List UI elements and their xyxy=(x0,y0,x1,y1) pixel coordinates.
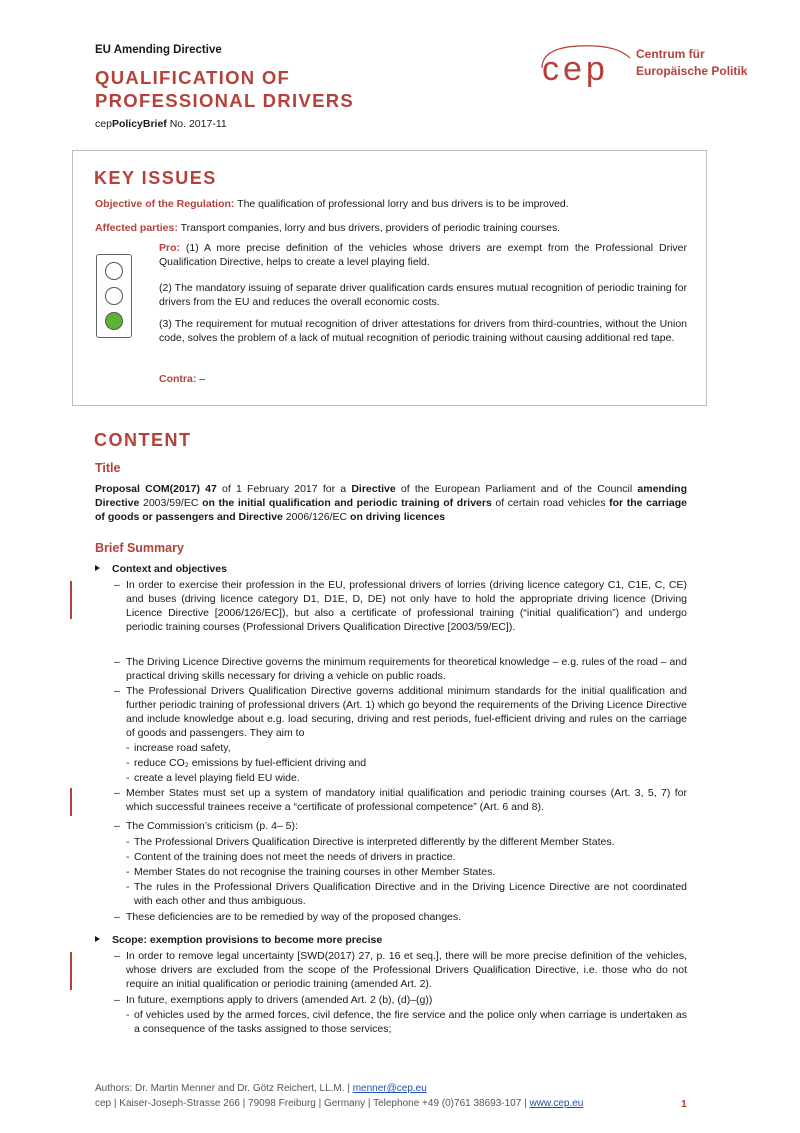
criticism-item-3-text: Member States do not recognise the training courses in other Member States. xyxy=(134,866,496,878)
aim-item-1: - increase road safety, xyxy=(126,741,687,755)
context-heading xyxy=(95,563,227,575)
affected-line xyxy=(95,221,560,235)
context-item-6-text: These deficiencies are to be remedied by way of the proposed changes. xyxy=(126,911,462,923)
pro-1-text: (1) A more precise definition of the vehicles whose drivers are exempt from the Professional Driver Qualification Directive, helps to create a level playing field. xyxy=(159,242,687,268)
context-heading-text: Context and objectives xyxy=(112,563,227,575)
contra-text: – xyxy=(196,373,206,385)
brief-bold: PolicyBrief xyxy=(111,118,167,130)
proposal-segment: Proposal COM(2017) 47 xyxy=(95,483,217,495)
context-item-5: – The Commission’s criticism (p. 4– 5): xyxy=(114,819,687,833)
scope-item-1-text: In order to remove legal uncertainty [SWD(2017) 27, p. 16 et seq.], there will be more precise definition of the vehicles, whose drivers are excluded from the scope of the Professional Drivers Qualification Directive, i.e. those who do not require an initial qualification or periodic training (amended Art. 2). xyxy=(126,950,687,990)
scope-item-1: – In order to remove legal uncertainty [SWD(2017) 27, p. 16 et seq.], there will be more precise definition of the vehicles, whose drivers are excluded from the scope of the Professional Drivers Qualification Directive, i.e. those who do not require an initial qualification or periodic training (amended Art. 2). xyxy=(114,950,687,990)
context-item-1: – In order to exercise their profession in the EU, professional drivers of lorries (driving licence category C1, C1E, C, CE) and buses (driving licence category D1, D1E, D, DE) not only have to hold the appropriate driving licence (Driving Licence Directive [2006/126/EC]), but also a certificate of professional training (“initial qualification”) and undergo periodic training courses (Professional Drivers Qualification Directive [2003/59/EC]). xyxy=(114,579,687,633)
criticism-item-4: - The rules in the Professional Drivers Qualification Directive and in the Driving Licence Directive are not coordinated with each other and thus ambiguous. xyxy=(126,881,687,907)
contra-line xyxy=(159,372,687,386)
context-item-4-text: Member States must set up a system of mandatory initial qualification and periodic training courses (Art. 3, 5, 7) for which successful trainees receive a “certificate of professional competence” (Art. 6 and 8). xyxy=(126,787,687,813)
context-item-3: – The Professional Drivers Qualification Directive governs additional minimum standards for the initial qualification and further periodic training of professional drivers (Art. 1) which go beyond the requirements of the Driving Licence Directive and include knowledge about e.g. load securing, driving and rest periods, fuel-efficient driving and rules on the carriage of goods and passengers. They aim to xyxy=(114,685,687,739)
scope-heading xyxy=(95,934,382,946)
policy-brief-number xyxy=(95,118,227,130)
proposal-segment: of the European Parliament and of the Council xyxy=(395,483,638,495)
scope-sub-item-1-text: of vehicles used by the armed forces, civil defence, the fire service and the police only when carriage is undertaken as a consequence of the tasks assigned to those services; xyxy=(134,1009,687,1035)
aim-item-2: - reduce CO₂ emissions by fuel-efficient driving and xyxy=(126,756,687,770)
page-number: 1 xyxy=(681,1098,687,1110)
aim-item-1-text: increase road safety, xyxy=(134,742,231,754)
website-link[interactable]: www.cep.eu xyxy=(529,1098,584,1109)
pro-label: Pro: xyxy=(159,242,180,254)
title-line-1: QUALIFICATION OF xyxy=(95,67,291,88)
proposal-segment: of 1 February 2017 for a xyxy=(216,483,352,495)
context-item-6: – These deficiencies are to be remedied by way of the proposed changes. xyxy=(114,910,687,924)
change-bar xyxy=(70,952,72,990)
proposal-segment: amending Directive xyxy=(95,483,688,509)
pro-point-2: (2) The mandatory issuing of separate driver qualification cards ensures mutual recognition of periodic training for drivers from the EU and reduces the overall economic costs. xyxy=(159,282,687,308)
title-heading: Title xyxy=(95,461,121,475)
scope-item-2: – In future, exemptions apply to drivers (amended Art. 2 (b), (d)–(g)) xyxy=(114,993,687,1007)
context-item-4: – Member States must set up a system of mandatory initial qualification and periodic training courses (Art. 3, 5, 7) for which successful trainees receive a “certificate of professional competence” (Art. 6 and 8). xyxy=(114,787,687,813)
aim-item-3: - create a level playing field EU wide. xyxy=(126,771,687,785)
document-title xyxy=(95,66,354,112)
org-line-2: Europäische Politik xyxy=(636,64,748,78)
proposal-segment: Directive xyxy=(351,483,396,495)
objective-text: The qualification of professional lorry and bus drivers is to be improved. xyxy=(234,198,569,210)
context-item-5-text: The Commission’s criticism (p. 4– 5): xyxy=(126,820,298,832)
affected-text: Transport companies, lorry and bus drivers, providers of periodic training courses. xyxy=(177,222,561,234)
scope-heading-text: Scope: exemption provisions to become more precise xyxy=(112,934,383,946)
arrow-icon xyxy=(95,565,100,571)
author-email-link[interactable]: menner@cep.eu xyxy=(352,1083,427,1094)
footer-address xyxy=(95,1098,583,1109)
proposal-segment: 2006/126/EC xyxy=(282,511,351,523)
brief-no: No. 2017-11 xyxy=(166,118,227,130)
pro-point-1 xyxy=(159,241,687,269)
context-item-2-text: The Driving Licence Directive governs the minimum requirements for theoretical knowledge – e.g. rules of the road – and practical driving skills necessary for driving a vehicle on public roads. xyxy=(126,656,687,682)
arrow-icon xyxy=(95,936,100,942)
criticism-item-1-text: The Professional Drivers Qualification Directive is interpreted differently by the different Member States. xyxy=(134,836,615,848)
aim-item-3-text: create a level playing field EU wide. xyxy=(134,772,300,784)
proposal-segment: on the initial qualification and periodic training of drivers xyxy=(202,497,492,509)
change-bar xyxy=(70,581,72,619)
logo-text: cep xyxy=(542,50,609,88)
criticism-item-4-text: The rules in the Professional Drivers Qualification Directive and in the Driving Licence Directive are not coordinated with each other and thus ambiguous. xyxy=(134,881,687,907)
brief-prefix: cep xyxy=(95,118,112,130)
key-issues-title: KEY ISSUES xyxy=(94,168,217,188)
criticism-item-3: - Member States do not recognise the training courses in other Member States. xyxy=(126,865,687,879)
scope-sub-item-1: - of vehicles used by the armed forces, civil defence, the fire service and the police only when carriage is undertaken as a consequence of the tasks assigned to those services; xyxy=(126,1009,687,1035)
contra-label: Contra: xyxy=(159,373,197,385)
pro-point-3: (3) The requirement for mutual recognition of driver attestations for drivers from third-countries, without the Union code, solves the problem of a lack of mutual recognition of periodic training without causing additional red tape. xyxy=(159,318,687,344)
affected-label: Affected parties: xyxy=(95,222,178,234)
content-title: CONTENT xyxy=(94,430,192,450)
criticism-item-1: - The Professional Drivers Qualification Directive is interpreted differently by the different Member States. xyxy=(126,835,687,849)
scope-item-2-text: In future, exemptions apply to drivers (amended Art. 2 (b), (d)–(g)) xyxy=(126,994,433,1006)
traffic-light-icon xyxy=(96,254,132,338)
context-item-3-text: The Professional Drivers Qualification Directive governs additional minimum standards for the initial qualification and further periodic training of professional drivers (Art. 1) which go beyond the requirements of the Driving Licence Directive and include knowledge about e.g. load securing, driving and rest periods, fuel-efficient driving and rules on the carriage of goods and passengers. They aim to xyxy=(126,685,687,739)
title-line-2: PROFESSIONAL DRIVERS xyxy=(95,90,355,111)
criticism-item-2: - Content of the training does not meet the needs of drivers in practice. xyxy=(126,850,687,864)
footer-authors xyxy=(95,1083,427,1094)
change-bar xyxy=(70,788,72,816)
footer-authors-text: Authors: Dr. Martin Menner and Dr. Götz Reichert, LL.M. | xyxy=(95,1083,353,1094)
footer-address-text: cep | Kaiser-Joseph-Strasse 266 | 79098 Freiburg | Germany | Telephone +49 (0)761 38693-107 | xyxy=(95,1098,530,1109)
proposal-segment: on driving licences xyxy=(350,511,446,523)
org-name xyxy=(636,46,747,80)
traffic-light-off-top xyxy=(105,262,123,280)
brief-summary-heading: Brief Summary xyxy=(95,541,184,555)
proposal-text xyxy=(95,482,687,524)
document-type: EU Amending Directive xyxy=(95,44,222,56)
org-line-1: Centrum für xyxy=(636,47,705,61)
proposal-segment: for the carriage of goods or passengers and Directive xyxy=(95,497,687,523)
context-item-1-text: In order to exercise their profession in the EU, professional drivers of lorries (driving licence category C1, C1E, C, CE) and buses (driving licence category D1, D1E, D, DE) not only have to hold the appropriate driving licence (Driving Licence Directive [2006/126/EC]), but also a certificate of professional training (“initial qualification”) and undergo periodic training courses (Professional Drivers Qualification Directive [2003/59/EC]). xyxy=(126,579,687,633)
proposal-segment: of certain road vehicles xyxy=(491,497,610,509)
context-item-2: – The Driving Licence Directive governs the minimum requirements for theoretical knowledge – e.g. rules of the road – and practical driving skills necessary for driving a vehicle on public roads. xyxy=(114,656,687,682)
traffic-light-off-middle xyxy=(105,287,123,305)
objective-label: Objective of the Regulation: xyxy=(95,198,235,210)
aim-item-2-text: reduce CO₂ emissions by fuel-efficient driving and xyxy=(134,757,367,769)
traffic-light-green xyxy=(105,312,123,330)
proposal-segment: 2003/59/EC xyxy=(139,497,203,509)
criticism-item-2-text: Content of the training does not meet the needs of drivers in practice. xyxy=(134,851,456,863)
objective-line xyxy=(95,197,569,211)
